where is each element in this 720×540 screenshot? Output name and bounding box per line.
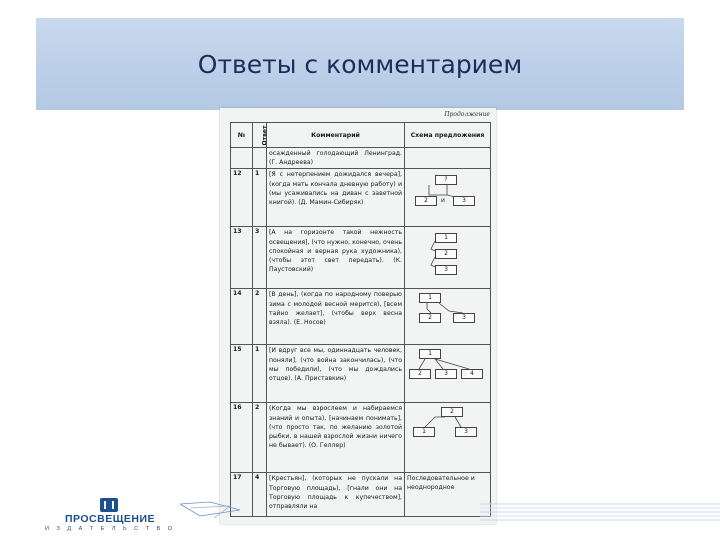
- table-row: [231, 227, 491, 289]
- comment-cell: [Крестьян], (которых не пускали на Торговую площадь), [гнали они на Торговую площадь к купечеством], отправляли на: [267, 473, 405, 517]
- scheme-box: 1: [413, 427, 435, 437]
- publisher-logo: [40, 498, 180, 532]
- answers-table: [230, 122, 491, 517]
- table-row: [231, 148, 491, 169]
- comment-cell: [В день], (когда по народному поверью зима с молодой весной мерится), [всем тайно желает], (чтобы верх весна взяла). (Е. Носов): [267, 289, 405, 345]
- scheme-cell: [405, 345, 491, 403]
- row-answer: 2: [253, 289, 267, 345]
- scheme-box: 2: [419, 313, 441, 323]
- comment-cell: [И вдруг все мы, одиннадцать человек, поняли], (что война закончилась), (что мы победили), (что мы дождались отцов). (А. Приставкин): [267, 345, 405, 403]
- scheme-cell: [405, 227, 491, 289]
- header-number: №: [231, 123, 253, 148]
- scheme-box: 2: [415, 196, 437, 206]
- row-number: 17: [231, 473, 253, 517]
- header-scheme: Схема предложения: [405, 123, 491, 148]
- scheme-cell: [405, 289, 491, 345]
- slide-title: Ответы с комментарием: [197, 50, 523, 79]
- scheme-box: 2: [409, 369, 431, 379]
- scheme-conjunction: и: [441, 197, 445, 205]
- row-answer: 4: [253, 473, 267, 517]
- table-row: [231, 169, 491, 227]
- footer-decoration: [180, 498, 720, 528]
- row-number: 16: [231, 403, 253, 473]
- publisher-subtitle: И З Д А Т Е Л Ь С Т В О: [44, 526, 175, 532]
- row-answer: 2: [253, 403, 267, 473]
- row-answer: 1: [253, 345, 267, 403]
- row-number: 14: [231, 289, 253, 345]
- continued-label: Продолжение: [444, 111, 490, 118]
- header-answer: Ответ: [253, 123, 267, 148]
- scheme-box: 1: [419, 349, 441, 359]
- scheme-box: 2: [441, 407, 463, 417]
- comment-cell: [А на горизонте такой нежность освещения], (что нужно, конечно, очень спокойная и верная рука художника), (чтобы этот свет передать). (К. Паустовский): [267, 227, 405, 289]
- scheme-box: 1: [419, 293, 441, 303]
- scheme-box: 4: [461, 369, 483, 379]
- scheme-cell: Последовательное и неоднородное: [405, 473, 491, 517]
- scanned-answer-table: [220, 108, 496, 524]
- comment-cell: (Когда мы взрослеем и набираемся знаний и опыта), [начинаем понимать], (что просто так, по желанию золотой рыбки, в нашей взрослой жизни ничего не бывает). (О. Геллер): [267, 403, 405, 473]
- row-number: 12: [231, 169, 253, 227]
- scheme-box: 3: [435, 369, 457, 379]
- row-answer: 3: [253, 227, 267, 289]
- table-row: [231, 403, 491, 473]
- comment-cell: осажденный голодающий Ленинград. (Г. Андреева): [267, 148, 405, 169]
- table-header-row: [231, 123, 491, 148]
- scheme-cell: [405, 169, 491, 227]
- scheme-box: ?: [435, 175, 457, 185]
- header-comment: Комментарий: [267, 123, 405, 148]
- table-row: [231, 345, 491, 403]
- scheme-box: 3: [453, 196, 475, 206]
- scheme-box: 3: [435, 265, 457, 275]
- publisher-name: ПРОСВЕЩЕНИЕ: [64, 513, 156, 525]
- scheme-box: 3: [455, 427, 477, 437]
- scheme-box: 2: [435, 249, 457, 259]
- scheme-cell: [405, 403, 491, 473]
- row-number: 15: [231, 345, 253, 403]
- scheme-box: 1: [435, 233, 457, 243]
- row-answer: 1: [253, 169, 267, 227]
- row-number: 13: [231, 227, 253, 289]
- table-row: [231, 289, 491, 345]
- comment-cell: [Я с нетерпением дожидался вечера], (когда мать кончала дневную работу) и (мы усаживались на диван с заветной книгой). (Д. Мамин-Сибиряк): [267, 169, 405, 227]
- scheme-box: 3: [453, 313, 475, 323]
- book-icon: [100, 498, 118, 512]
